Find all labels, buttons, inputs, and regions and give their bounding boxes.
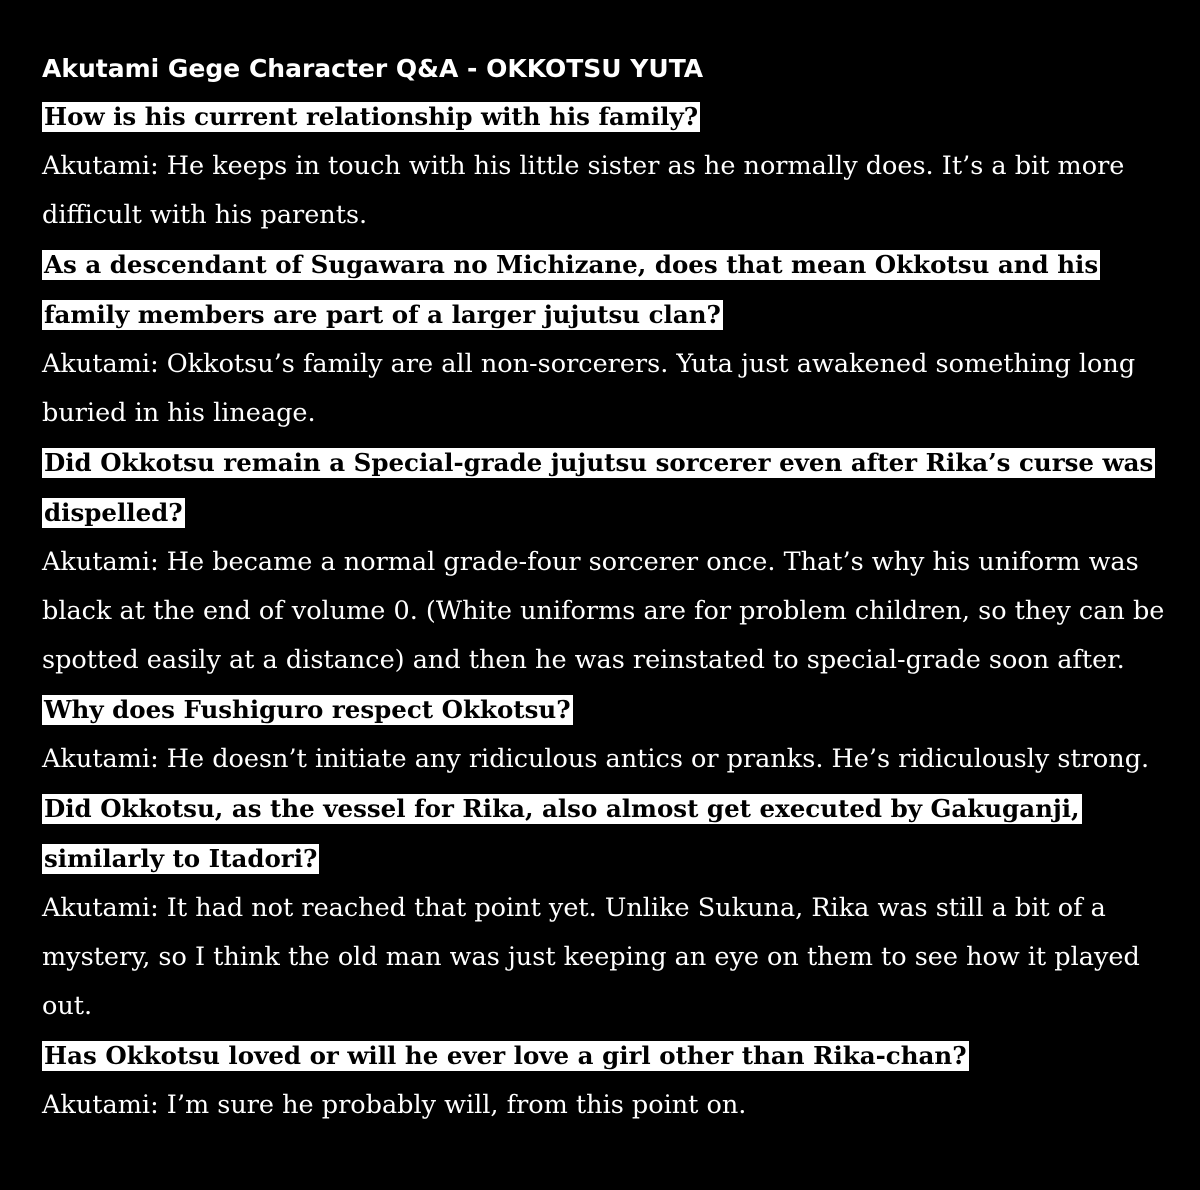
qa-item — [42, 784, 1167, 1031]
answer: Akutami: He doesn’t initiate any ridiculous antics or pranks. He’s ridiculously strong. — [42, 744, 1150, 774]
question-highlight: Did Okkotsu remain a Special-grade jujutsu sorcerer even after Rika’s curse was dispelled? — [44, 448, 1154, 527]
question-highlight: As a descendant of Sugawara no Michizane, does that mean Okkotsu and his family members are part of a larger jujutsu clan? — [44, 250, 1099, 329]
question — [42, 784, 1167, 884]
question-highlight: Has Okkotsu loved or will he ever love a girl other than Rika-chan? — [44, 1041, 967, 1070]
qa-item — [42, 92, 1167, 240]
answer: Akutami: He keeps in touch with his little sister as he normally does. It’s a bit more difficult with his parents. — [42, 151, 1125, 230]
qa-item — [42, 240, 1167, 438]
qa-item — [42, 438, 1167, 685]
question — [42, 92, 1167, 142]
answer: Akutami: Okkotsu’s family are all non-sorcerers. Yuta just awakened something long buried in his lineage. — [42, 349, 1136, 428]
question-highlight: Why does Fushiguro respect Okkotsu? — [44, 695, 571, 724]
qa-item — [42, 1031, 1167, 1130]
answer: Akutami: He became a normal grade-four sorcerer once. That’s why his uniform was black at the end of volume 0. (White uniforms are for problem children, so they can be spotted easily at a distance) and then he was reinstated to special-grade soon after. — [42, 547, 1165, 675]
answer: Akutami: It had not reached that point yet. Unlike Sukuna, Rika was still a bit of a mystery, so I think the old man was just keeping an eye on them to see how it played out. — [42, 893, 1140, 1021]
answer: Akutami: I’m sure he probably will, from this point on. — [42, 1090, 747, 1120]
question — [42, 685, 1167, 735]
question — [42, 240, 1167, 340]
qa-item — [42, 685, 1167, 784]
qa-document — [42, 48, 1167, 1130]
question-highlight: Did Okkotsu, as the vessel for Rika, also almost get executed by Gakuganji, similarly to Itadori? — [44, 794, 1080, 873]
question — [42, 1031, 1167, 1081]
question-highlight: How is his current relationship with his family? — [44, 102, 699, 131]
page-title: Akutami Gege Character Q&A - OKKOTSU YUTA — [42, 54, 704, 83]
question — [42, 438, 1167, 538]
